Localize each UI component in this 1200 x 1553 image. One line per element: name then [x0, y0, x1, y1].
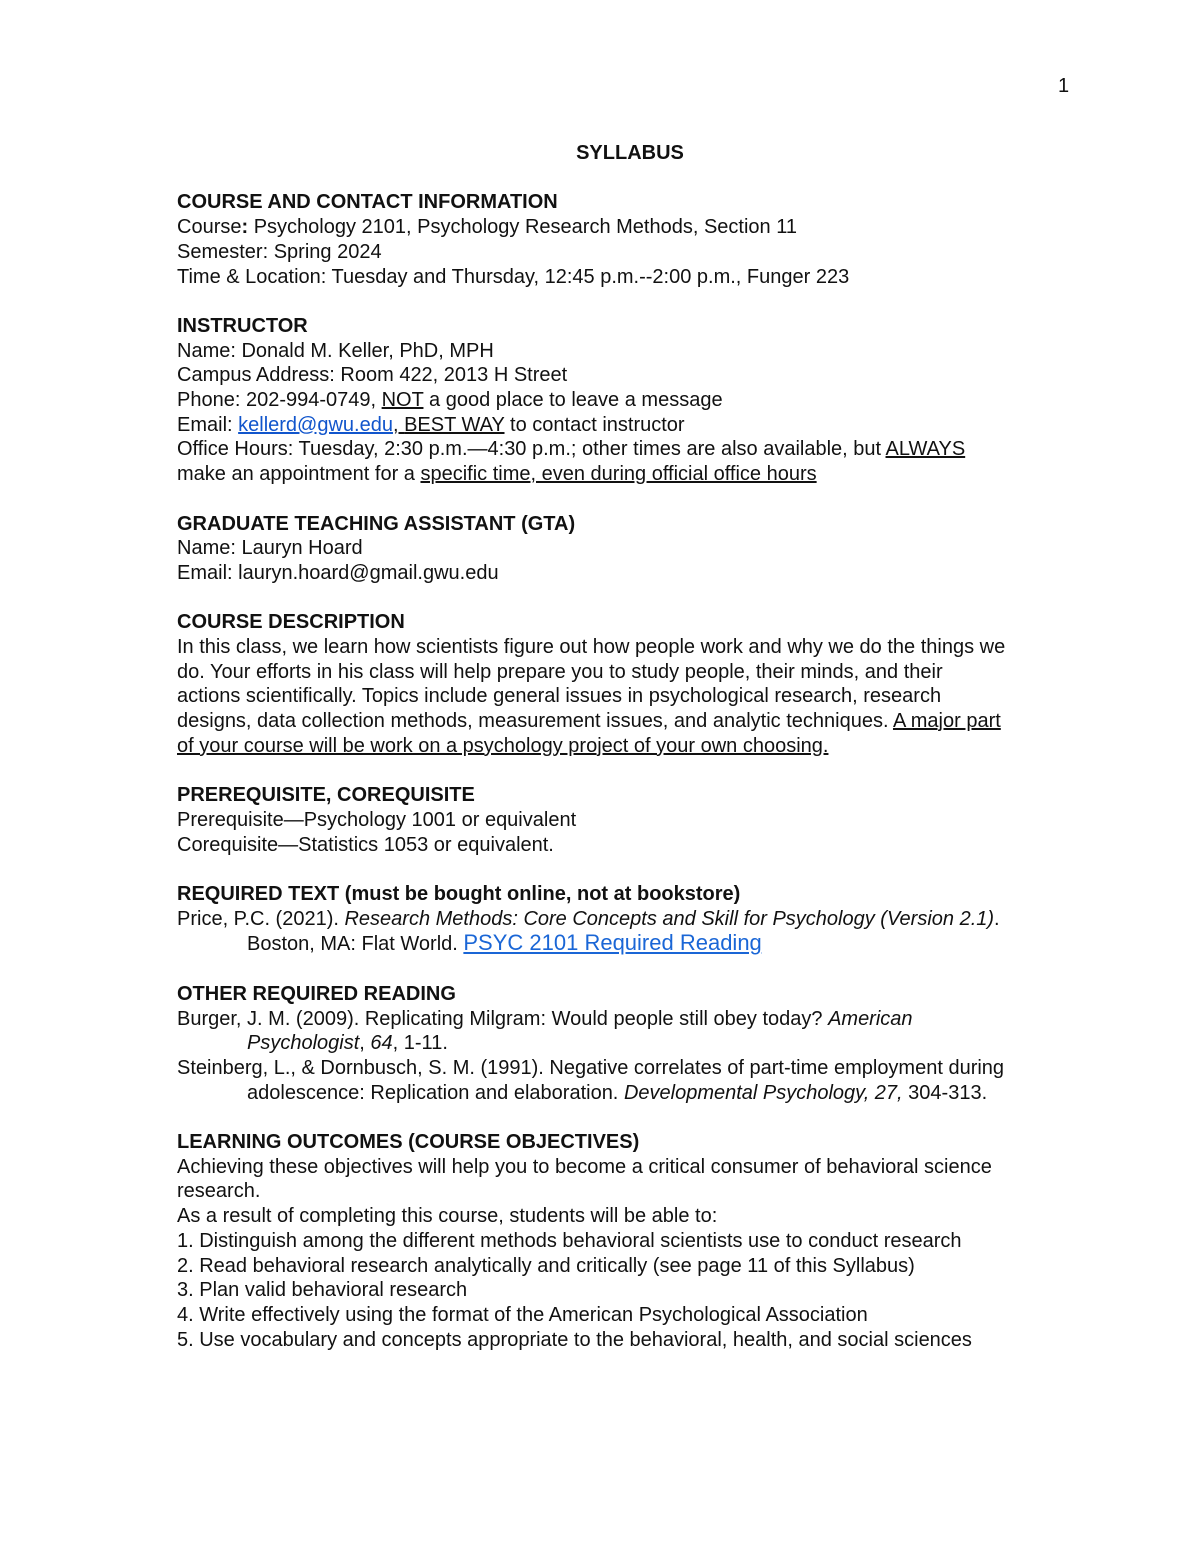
description-heading: COURSE DESCRIPTION — [177, 611, 405, 634]
textbook-citation-continued: Boston, MA: Flat World. PSYC 2101 Required Reading — [247, 930, 762, 956]
reference-burger: Burger, J. M. (2009). Replicating Milgram: Would people still obey today? American — [177, 1007, 913, 1030]
semester-line: Semester: Spring 2024 — [177, 240, 382, 263]
description-line: of your course will be work on a psychology project of your own choosing. — [177, 734, 829, 757]
time-location-line: Time & Location: Tuesday and Thursday, 12:45 p.m.--2:00 p.m., Funger 223 — [177, 265, 850, 288]
outcomes-intro: As a result of completing this course, students will be able to: — [177, 1205, 718, 1228]
outcome-item: 2. Read behavioral research analytically and critically (see page 11 of this Syllabus) — [177, 1254, 915, 1277]
page-number: 1 — [1058, 75, 1070, 97]
instructor-email: Email: kellerd@gwu.edu, BEST WAY to contact instructor — [177, 413, 685, 436]
gta-name: Name: Lauryn Hoard — [177, 537, 363, 560]
outcome-item: 1. Distinguish among the different methods behavioral scientists use to conduct research — [177, 1229, 962, 1252]
prerequisite-line: Prerequisite—Psychology 1001 or equivalent — [177, 808, 577, 831]
outcome-item: 5. Use vocabulary and concepts appropriate to the behavioral, health, and social sciences — [177, 1328, 972, 1351]
description-line: designs, data collection methods, measurement issues, and analytic techniques. A major part — [177, 710, 1001, 733]
prereq-heading: PREREQUISITE, COREQUISITE — [177, 784, 475, 807]
syllabus-content — [177, 141, 1077, 1352]
reference-burger-continued: Psychologist, 64, 1-11. — [247, 1032, 448, 1055]
course-heading: COURSE AND CONTACT INFORMATION — [177, 191, 558, 214]
corequisite-line: Corequisite—Statistics 1053 or equivalent. — [177, 833, 554, 856]
reference-steinberg-continued: adolescence: Replication and elaboration. Developmental Psychology, 27, 304-313. — [247, 1081, 988, 1104]
description-line: In this class, we learn how scientists figure out how people work and why we do the things we — [177, 636, 1006, 658]
outcomes-heading: LEARNING OUTCOMES (COURSE OBJECTIVES) — [177, 1131, 640, 1153]
gta-heading: GRADUATE TEACHING ASSISTANT (GTA) — [177, 512, 576, 535]
office-hours: Office Hours: Tuesday, 2:30 p.m.—4:30 p.m.; other times are also available, but ALWAYS — [177, 438, 966, 461]
page-title: SYLLABUS — [576, 142, 684, 164]
outcomes-intro: research. — [177, 1180, 261, 1203]
instructor-heading: INSTRUCTOR — [177, 314, 308, 337]
description-line: do. Your efforts in his class will help prepare you to study people, their minds, and their — [177, 660, 943, 683]
instructor-name: Name: Donald M. Keller, PhD, MPH — [177, 339, 494, 362]
instructor-address: Campus Address: Room 422, 2013 H Street — [177, 364, 568, 387]
instructor-phone: Phone: 202-994-0749, NOT a good place to leave a message — [177, 389, 723, 411]
outcome-item: 4. Write effectively using the format of the American Psychological Association — [177, 1303, 868, 1326]
description-line: actions scientifically. Topics include general issues in psychological research, research — [177, 685, 942, 708]
course-line: Course: Psychology 2101, Psychology Research Methods, Section 11 — [177, 216, 797, 239]
gta-email: Email: lauryn.hoard@gmail.gwu.edu — [177, 561, 499, 584]
other-reading-heading: OTHER REQUIRED READING — [177, 982, 456, 1005]
reference-steinberg: Steinberg, L., & Dornbusch, S. M. (1991). Negative correlates of part-time employment during — [177, 1056, 1005, 1079]
outcome-item: 3. Plan valid behavioral research — [177, 1279, 468, 1302]
office-hours-continued: make an appointment for a specific time, even during official office hours — [177, 463, 817, 486]
instructor-email-link[interactable]: kellerd@gwu.edu — [238, 413, 393, 436]
outcomes-intro: Achieving these objectives will help you to become a critical consumer of behavioral science — [177, 1155, 992, 1178]
required-reading-link[interactable]: PSYC 2101 Required Reading — [463, 930, 762, 956]
textbook-citation: Price, P.C. (2021). Research Methods: Core Concepts and Skill for Psychology (Version 2.1). — [177, 907, 1000, 930]
required-text-heading: REQUIRED TEXT (must be bought online, not at bookstore) — [177, 883, 741, 905]
